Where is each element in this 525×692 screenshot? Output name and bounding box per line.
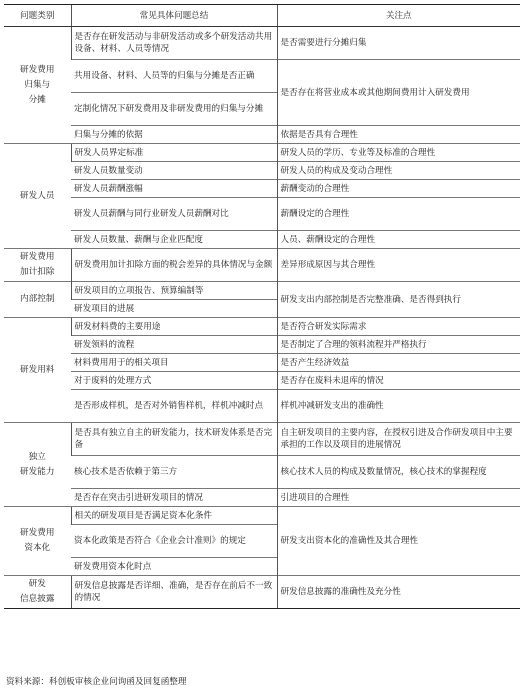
- issue-cell: 研发人员界定标准: [71, 144, 277, 162]
- category-cell: 研发人员: [4, 144, 71, 249]
- table-row: [4, 318, 520, 336]
- issue-cell: 是否存在研发活动与非研发活动或多个研发活动共用设备、材料、人员等情况: [71, 27, 277, 60]
- category-cell: 研发费用 归集与 分摊: [4, 27, 71, 144]
- issue-cell: 研发领料的流程: [71, 336, 277, 354]
- category-cell: 研发费用 加计扣除: [4, 249, 71, 282]
- issue-cell: 资本化政策是否符合《企业会计准则》的规定: [71, 525, 277, 558]
- table-row: [4, 282, 520, 300]
- focus-cell: 人员、薪酬设定的合理性: [277, 231, 520, 249]
- table-row: [4, 576, 520, 609]
- table-row: [4, 126, 520, 144]
- issue-cell: 是否形成样机，是否对外销售样机，样机冲减时点: [71, 390, 277, 423]
- issue-cell: 研发项目的立项报告、预算编制等: [71, 282, 277, 300]
- table-row: [4, 489, 520, 507]
- table-row: [4, 336, 520, 354]
- issue-cell: 研发信息披露是否详细、准确，是否存在前后不一致的情况: [71, 576, 277, 609]
- table-row: [4, 507, 520, 525]
- issues-table: [4, 4, 520, 609]
- issue-cell: 研发费用资本化时点: [71, 558, 277, 576]
- source-note: 资料来源：科创板审核企业问询函及回复函整理: [6, 677, 187, 687]
- header-issue: 常见具体问题总结: [71, 5, 277, 27]
- issue-cell: 研发项目的进展: [71, 300, 277, 318]
- table-row: [4, 390, 520, 423]
- header-category: 问题类别: [4, 5, 71, 27]
- header-focus: 关注点: [277, 5, 520, 27]
- issue-cell: 研发人员薪酬与同行业研发人员薪酬对比: [71, 198, 277, 231]
- focus-cell: 研发人员的学历、专业等及标准的合理性: [277, 144, 520, 162]
- issue-cell: 研发人员薪酬涨幅: [71, 180, 277, 198]
- focus-cell: 差异形成原因与其合理性: [277, 249, 520, 282]
- focus-cell: 研发支出内部控制是否完整准确、是否得到执行: [277, 282, 520, 318]
- issue-cell: 是否存在突击引进研发项目的情况: [71, 489, 277, 507]
- focus-cell: 核心技术人员的构成及数量情况，核心技术的掌握程度: [277, 456, 520, 489]
- issue-cell: 研发人员数量、薪酬与企业匹配度: [71, 231, 277, 249]
- focus-cell: 是否存在废料未退库的情况: [277, 372, 520, 390]
- focus-cell: 薪酬变动的合理性: [277, 180, 520, 198]
- table-row: [4, 354, 520, 372]
- issue-cell: 研发费用加计扣除方面的税会差异的具体情况与金额: [71, 249, 277, 282]
- table-row: [4, 231, 520, 249]
- table-row: [4, 60, 520, 93]
- table-row: [4, 456, 520, 489]
- focus-cell: 是否产生经济效益: [277, 354, 520, 372]
- focus-cell: 研发支出资本化的准确性及其合理性: [277, 507, 520, 576]
- focus-cell: 引进项目的合理性: [277, 489, 520, 507]
- issue-cell: 材料费用用于的相关项目: [71, 354, 277, 372]
- table-row: [4, 144, 520, 162]
- issue-cell: 定制化情况下研发费用及非研发费用的归集与分摊: [71, 93, 277, 126]
- category-cell: 研发费用 资本化: [4, 507, 71, 576]
- issue-cell: 对于废料的处理方式: [71, 372, 277, 390]
- issue-cell: 共用设备、材料、人员等的归集与分摊是否正确: [71, 60, 277, 93]
- focus-cell: 自主研发项目的主要内容，在授权引进及合作研发项目中主要承担的工作以及项目的进展情况: [277, 423, 520, 456]
- issue-cell: 是否具有独立自主的研发能力，技术研发体系是否完备: [71, 423, 277, 456]
- table-body: [4, 27, 520, 609]
- focus-cell: 是否存在将营业成本或其他期间费用计入研发费用: [277, 60, 520, 126]
- focus-cell: 研发人员的构成及变动合理性: [277, 162, 520, 180]
- focus-cell: 是否需要进行分摊归集: [277, 27, 520, 60]
- focus-cell: 研发信息披露的准确性及充分性: [277, 576, 520, 609]
- focus-cell: 是否符合研发实际需求: [277, 318, 520, 336]
- focus-cell: 薪酬设定的合理性: [277, 198, 520, 231]
- table-row: [4, 372, 520, 390]
- table-header-row: [4, 5, 520, 27]
- focus-cell: 依据是否具有合理性: [277, 126, 520, 144]
- table-row: [4, 162, 520, 180]
- table-row: [4, 423, 520, 456]
- category-cell: 内部控制: [4, 282, 71, 318]
- table-row: [4, 198, 520, 231]
- issue-cell: 相关的研发项目是否满足资本化条件: [71, 507, 277, 525]
- category-cell: 研发用料: [4, 318, 71, 423]
- category-cell: 独立 研发能力: [4, 423, 71, 507]
- issue-cell: 归集与分摊的依据: [71, 126, 277, 144]
- focus-cell: 样机冲减研发支出的准确性: [277, 390, 520, 423]
- issue-cell: 研发人员数量变动: [71, 162, 277, 180]
- issue-cell: 研发材料费的主要用途: [71, 318, 277, 336]
- category-cell: 研发 信息披露: [4, 576, 71, 609]
- table-row: [4, 180, 520, 198]
- focus-cell: 是否制定了合理的领料流程并严格执行: [277, 336, 520, 354]
- issue-cell: 核心技术是否依赖于第三方: [71, 456, 277, 489]
- table-row: [4, 27, 520, 60]
- table-row: [4, 249, 520, 282]
